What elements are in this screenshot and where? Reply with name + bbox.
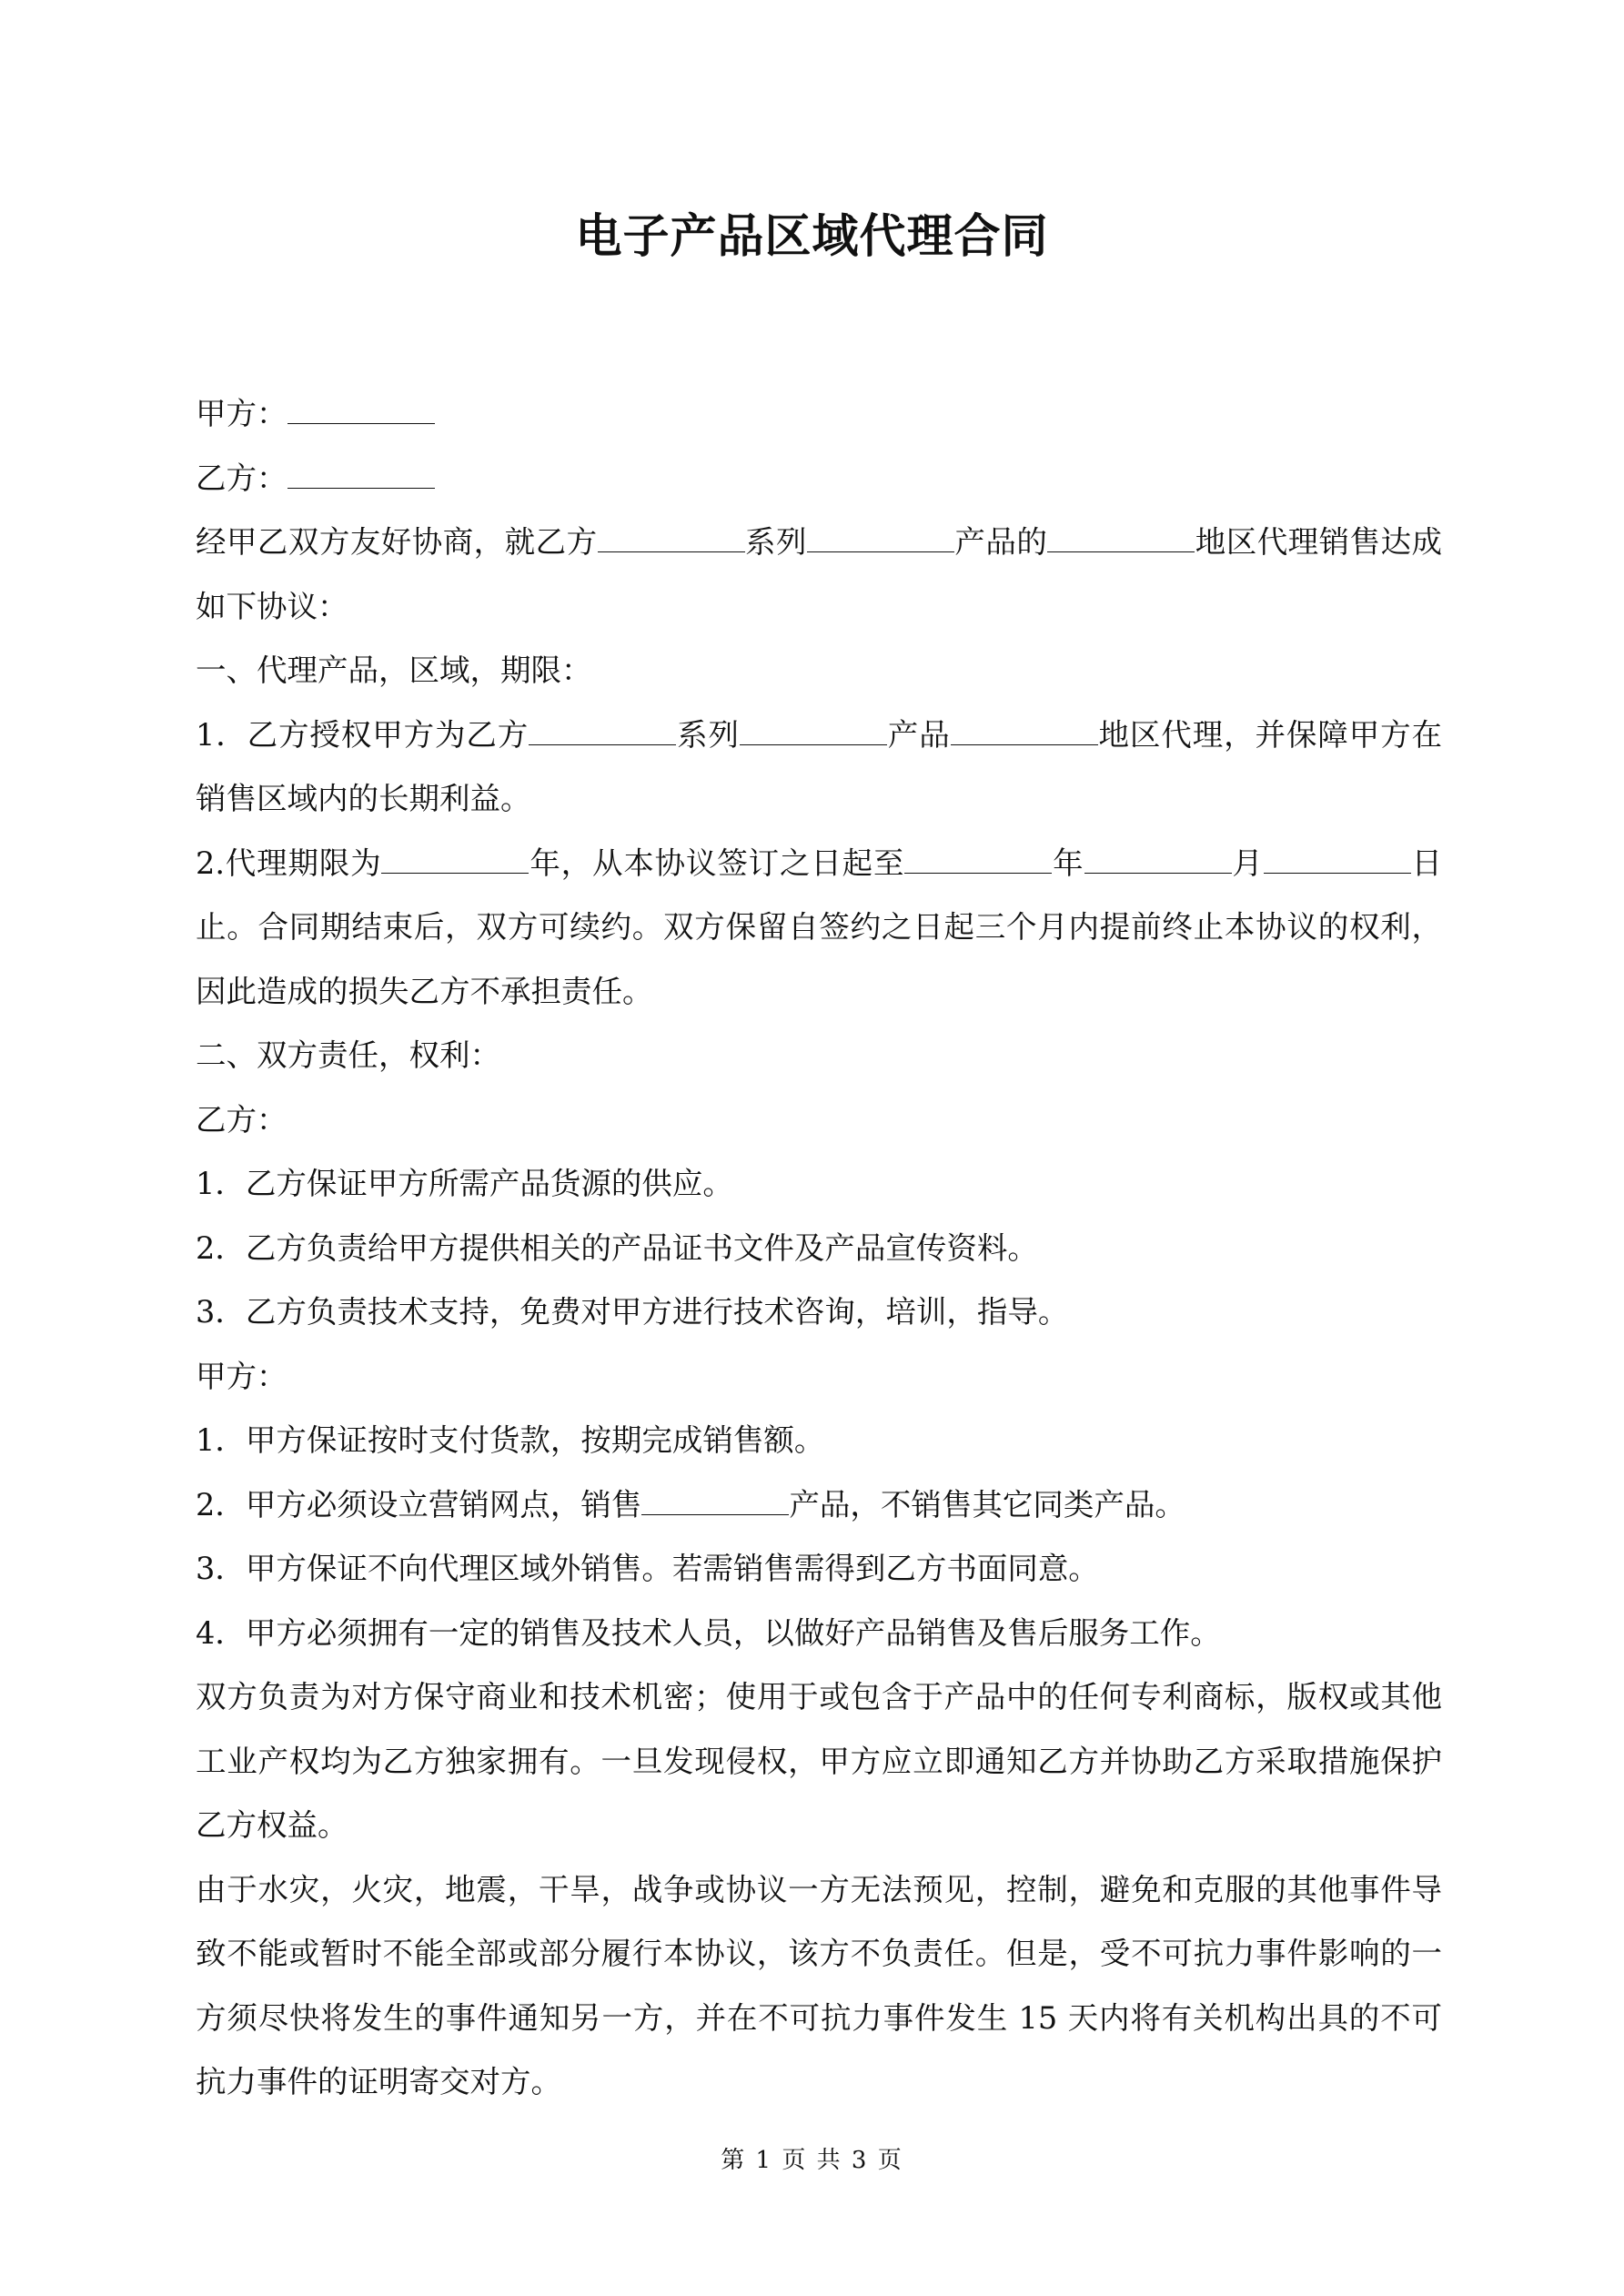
party-a-item-1: 1．甲方保证按时支付货款，按期完成销售额。 (196, 1422, 825, 1458)
party-a-blank (287, 396, 435, 424)
clause-text: 地区代理，并保障甲方在销售区域内的长期利益。 (196, 716, 1442, 816)
end-year-blank (904, 845, 1052, 874)
confidentiality-paragraph: 双方负责为对方保守商业和技术机密；使用于或包含于产品中的任何专利商标，版权或其他工业产权均为乙方独家拥有。一旦发现侵权，甲方应立即通知乙方并协助乙方采取措施保护乙方权益。 (196, 1679, 1442, 1843)
party-a-line (196, 382, 1442, 447)
clause-text: 产品，不销售其它同类产品。 (789, 1486, 1185, 1522)
clause-text: 2.代理期限为 (196, 845, 382, 881)
party-a-item-3: 3．甲方保证不向代理区域外销售。若需销售需得到乙方书面同意。 (196, 1551, 1099, 1586)
clause-text: 月 (1231, 845, 1264, 881)
party-b-line (196, 447, 1442, 511)
end-day-blank (1264, 845, 1411, 874)
product-blank (740, 717, 887, 745)
intro-paragraph (196, 511, 1442, 639)
product-blank (807, 524, 954, 552)
clause-text: 2．甲方必须设立营销网点，销售 (196, 1486, 642, 1522)
party-b-item-2: 2．乙方负责给甲方提供相关的产品证书文件及产品宣传资料。 (196, 1229, 1038, 1266)
contract-body (196, 382, 1442, 2115)
intro-text: 经甲乙双方友好协商，就乙方 (196, 524, 598, 560)
party-b-label: 乙方： (196, 460, 287, 496)
region-blank (1047, 524, 1195, 552)
party-b-item-3: 3．乙方负责技术支持，免费对甲方进行技术咨询，培训，指导。 (196, 1294, 1069, 1330)
section-2-heading: 二、双方责任，权利： (196, 1037, 500, 1073)
series-blank (529, 717, 676, 745)
clause-text: 年 (1052, 845, 1084, 881)
section-1-heading: 一、代理产品，区域，期限： (196, 652, 592, 688)
section-1-item-1 (196, 703, 1442, 832)
page-title: 电子产品区域代理合同 (575, 209, 1049, 264)
intro-text: 产品的 (953, 524, 1048, 560)
party-a-subheading: 甲方： (196, 1358, 287, 1394)
clause-text: 1．乙方授权甲方为乙方 (196, 716, 530, 753)
section-1-item-2 (196, 832, 1442, 1025)
party-b-item-1: 1．乙方保证甲方所需产品货源的供应。 (196, 1166, 733, 1201)
clause-text: 系列 (676, 716, 740, 753)
party-b-blank (287, 460, 435, 489)
party-a-label: 甲方： (196, 396, 287, 431)
clause-text: 日止。合同期结束后，双方可续约。双方保留自签约之日起三个月内提前终止本协议的权利，因此造成的损失乙方不承担责任。 (196, 845, 1443, 1009)
series-blank (598, 524, 745, 552)
clause-text: 产品 (886, 716, 951, 753)
force-majeure-paragraph: 由于水灾，火灾，地震，干旱，战争或协议一方无法预见，控制，避免和克服的其他事件导致不能或暂时不能全部或部分履行本协议，该方不负责任。但是，受不可抗力事件影响的一方须尽快将发生的事件通知另一方，并在不可抗力事件发生 15 天内将有关机构出具的不可抗力事件的证明寄交对方。 (196, 1871, 1442, 2099)
party-a-item-4: 4．甲方必须拥有一定的销售及技术人员，以做好产品销售及售后服务工作。 (196, 1614, 1221, 1651)
intro-text: 地区代理销售达成如下协议： (196, 524, 1443, 624)
party-a-item-2 (196, 1473, 1442, 1538)
end-month-blank (1084, 845, 1232, 874)
product-blank (641, 1487, 789, 1515)
term-years-blank (381, 845, 529, 874)
intro-text: 系列 (744, 524, 807, 560)
page-footer: 第 1 页 共 3 页 (721, 2147, 903, 2174)
clause-text: 年，从本协议签订之日起至 (529, 845, 905, 881)
region-blank (951, 717, 1098, 745)
party-b-subheading: 乙方： (196, 1101, 287, 1138)
